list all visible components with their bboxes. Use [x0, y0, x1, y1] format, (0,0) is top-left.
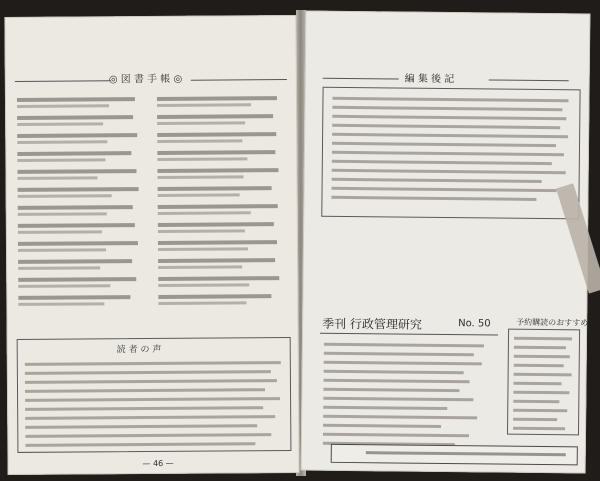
book-entry: [158, 275, 286, 290]
editor-note-rule-right: [489, 79, 569, 81]
books-rule-right: [191, 79, 287, 81]
book-entry: [17, 96, 145, 111]
bottom-notice-box: [331, 444, 578, 466]
book-entry: [18, 222, 146, 237]
editor-note-text: [331, 97, 568, 207]
book-entry: [158, 203, 286, 218]
subscription-text: [513, 337, 572, 437]
book-entry: [17, 168, 145, 183]
editor-note-title: 編 集 後 記: [404, 73, 455, 86]
book-entry: [158, 239, 286, 254]
book-entry: [157, 167, 285, 182]
book-entry: [18, 294, 146, 309]
reader-voice-text: [25, 361, 282, 453]
journal-title: 季刊 行政管理研究: [322, 316, 423, 332]
journal-title-rule: [320, 333, 498, 336]
book-entry: [157, 113, 285, 128]
book-entry: [157, 131, 285, 146]
book-entry: [158, 221, 286, 236]
editor-note-rule-left: [323, 78, 399, 80]
books-rule-left: [15, 80, 111, 82]
journal-issue-number: No. 50: [458, 318, 491, 330]
book-entry: [157, 95, 285, 110]
right-page: [301, 11, 591, 474]
book-entry: [158, 185, 286, 200]
left-page: [4, 15, 299, 475]
books-section-title: ◎ 図 書 手 帳 ◎: [108, 73, 183, 86]
book-entry: [18, 276, 146, 291]
journal-masthead-text: [323, 343, 496, 453]
page-number-left: — 46 —: [142, 458, 174, 469]
book-entry: [158, 257, 286, 272]
subscription-title: 予約購読のおすすめ: [516, 317, 589, 328]
book-entry: [18, 258, 146, 273]
book-entry: [18, 240, 146, 255]
book-entry: [157, 149, 285, 164]
paper-edge: [556, 183, 600, 293]
book-entry: [17, 114, 145, 129]
book-entry: [18, 204, 146, 219]
book-list-left: [17, 96, 147, 313]
book-entry: [158, 293, 286, 308]
book-entry: [17, 150, 145, 165]
bottom-notice-text: [366, 451, 566, 456]
book-list-right: [157, 95, 287, 312]
reader-voice-title: 読 者 の 声: [116, 344, 162, 356]
book-entry: [17, 132, 145, 147]
book-entry: [18, 186, 146, 201]
